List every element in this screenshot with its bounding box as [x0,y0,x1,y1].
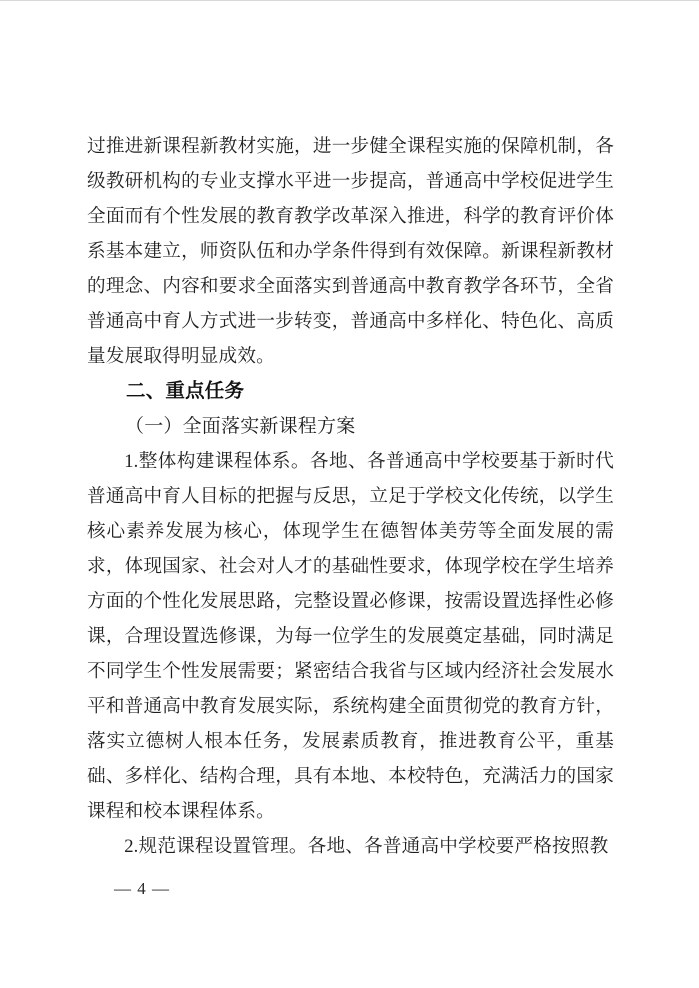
body-paragraph-1: 1.整体构建课程体系。各地、各普通高中学校要基于新时代普通高中育人目标的把握与反思，立足于学校文化传统，以学生核心素养发展为核心，体现学生在德智体美劳等全面发展的需求，体现国家、社会对人才的基础性要求，体现学校在学生培养方面的个性化发展思路，完整设置必修课，按需设置选择性必修课，合理设置选修课，为每一位学生的发展奠定基础，同时满足不同学生个性发展需要；紧密结合我省与区域内经济社会发展水平和普通高中教育发展实际，系统构建全面贯彻党的教育方针，落实立德树人根本任务，发展素质教育，推进教育公平，重基础、多样化、结构合理，具有本地、本校特色，充满活力的国家课程和校本课程体系。 [87,451,614,822]
subsection-heading: （一）全面落实新课程方案 [125,416,356,437]
body-paragraph-continuation: 过推进新课程新教材实施，进一步健全课程实施的保障机制，各级教研机构的专业支撑水平进一步提高，普通高中学校促进学生全面而有个性发展的教育教学改革深入推进，科学的教育评价体系基本建立，师资队伍和办学条件得到有效保障。新课程新教材的理念、内容和要求全面落实到普通高中教育教学各环节，全省普通高中育人方式进一步转变，普通高中多样化、特色化、高质量发展取得明显成效。 [87,136,614,367]
body-paragraph-2: 2.规范课程设置管理。各地、各普通高中学校要严格按照教 [124,836,609,857]
scan-edge-artifact [0,0,699,1]
document-body [87,129,614,864]
page-number: — 4 — [114,879,170,898]
section-heading: 二、重点任务 [126,380,245,402]
